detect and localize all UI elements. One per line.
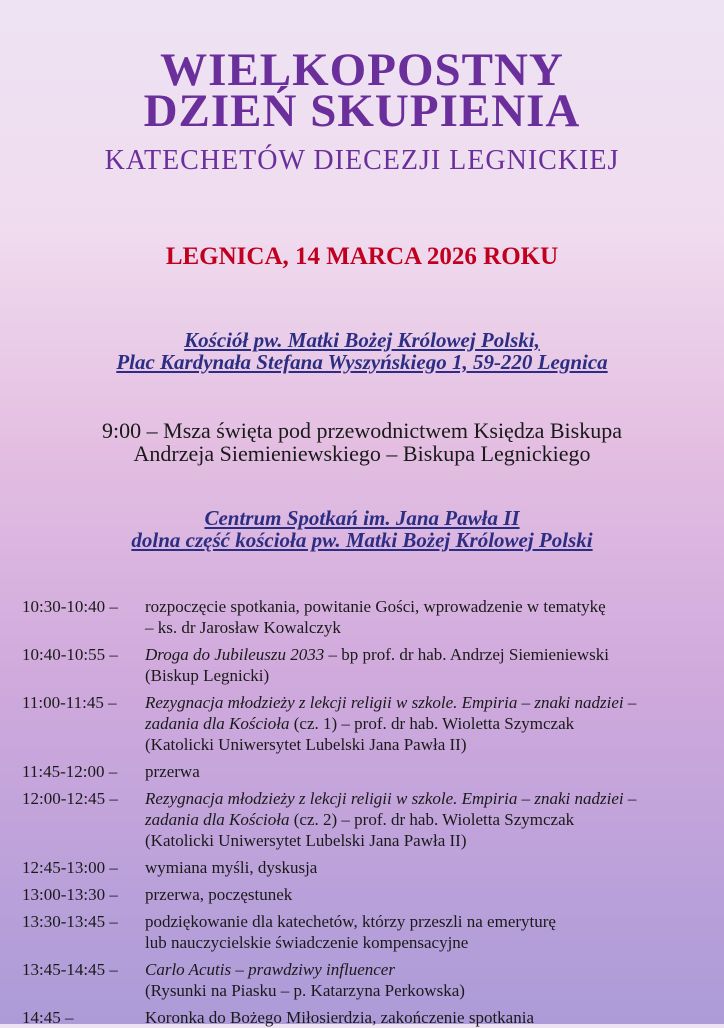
church-address — [0, 329, 724, 373]
schedule-time: 10:40-10:55 – — [22, 644, 118, 664]
church-address-line-1: Kościół pw. Matki Bożej Królowej Polski, — [184, 327, 540, 352]
schedule-description-line: lub nauczycielskie świadczenie kompensacyjne — [145, 932, 469, 952]
schedule-description-line: zadania dla Kościoła (cz. 1) – prof. dr hab. Wioletta Szymczak — [145, 713, 575, 733]
title-line-2: DZIEŃ SKUPIENIA — [143, 85, 581, 138]
mass-info — [0, 419, 724, 466]
title-line-1: WIELKOPOSTNY — [160, 44, 564, 96]
schedule-time: 11:45-12:00 – — [22, 761, 118, 781]
schedule-description — [145, 857, 706, 878]
schedule-description-line: Rezygnacja młodzieży z lekcji religii w szkole. Empiria – znaki nadziei – — [145, 788, 637, 808]
venue-info — [0, 507, 724, 551]
schedule-description-line: przerwa — [145, 761, 200, 781]
mass-info-line-1: 9:00 – Msza święta pod przewodnictwem Księdza Biskupa — [102, 417, 622, 443]
schedule-description-line: wymiana myśli, dyskusja — [145, 857, 318, 877]
schedule-description — [145, 761, 706, 782]
schedule-description-line: (Biskup Legnicki) — [145, 665, 270, 685]
schedule-row — [22, 1007, 706, 1028]
schedule — [0, 596, 724, 1028]
schedule-time: 13:45-14:45 – — [22, 959, 118, 979]
schedule-row — [22, 911, 706, 953]
schedule-description-line: Droga do Jubileuszu 2033 – bp prof. dr hab. Andrzej Siemieniewski — [145, 644, 609, 664]
schedule-description-line: przerwa, poczęstunek — [145, 884, 293, 904]
schedule-time: 11:00-11:45 – — [22, 692, 117, 712]
venue-line-1: Centrum Spotkań im. Jana Pawła II — [204, 506, 520, 531]
schedule-row — [22, 788, 706, 851]
schedule-description — [145, 884, 706, 905]
schedule-row — [22, 644, 706, 686]
schedule-description — [145, 692, 706, 755]
subtitle: KATECHETÓW DIECEZJI LEGNICKIEJ — [104, 144, 620, 176]
mass-info-line-2: Andrzeja Siemieniewskiego – Biskupa Legnickiego — [133, 441, 591, 467]
schedule-description-line: podziękowanie dla katechetów, którzy przeszli na emeryturę — [145, 911, 556, 931]
schedule-description-line: (Rysunki na Piasku – p. Katarzyna Perkowska) — [145, 980, 465, 1000]
schedule-description — [145, 788, 706, 851]
schedule-description-line: (Katolicki Uniwersytet Lubelski Jana Pawła II) — [145, 734, 467, 754]
schedule-time: 14:45 – — [22, 1007, 74, 1027]
church-address-line-2: Plac Kardynała Stefana Wyszyńskiego 1, 59-220 Legnica — [116, 349, 608, 374]
schedule-description — [145, 596, 706, 638]
schedule-row — [22, 596, 706, 638]
schedule-row — [22, 761, 706, 782]
schedule-row — [22, 692, 706, 755]
event-date: LEGNICA, 14 MARCA 2026 ROKU — [165, 242, 559, 270]
schedule-description-line: Carlo Acutis – prawdziwy influencer — [145, 959, 395, 979]
schedule-time: 12:45-13:00 – — [22, 857, 118, 877]
schedule-description-line: Rezygnacja młodzieży z lekcji religii w szkole. Empiria – znaki nadziei – — [145, 692, 637, 712]
schedule-description-line: rozpoczęcie spotkania, powitanie Gości, wprowadzenie w tematykę — [145, 596, 606, 616]
schedule-time: 13:30-13:45 – — [22, 911, 118, 931]
schedule-description-line: Koronka do Bożego Miłosierdzia, zakończenie spotkania — [145, 1007, 534, 1027]
schedule-description — [145, 911, 706, 953]
schedule-time: 12:00-12:45 – — [22, 788, 118, 808]
schedule-row — [22, 884, 706, 905]
schedule-description — [145, 644, 706, 686]
schedule-row — [22, 857, 706, 878]
venue-line-2: dolna część kościoła pw. Matki Bożej Królowej Polski — [131, 528, 593, 553]
schedule-description — [145, 1007, 706, 1028]
schedule-description-line: zadania dla Kościoła (cz. 2) – prof. dr hab. Wioletta Szymczak — [145, 809, 575, 829]
schedule-description-line: – ks. dr Jarosław Kowalczyk — [145, 617, 341, 637]
page-title — [0, 44, 724, 177]
schedule-description — [145, 959, 706, 1001]
schedule-time: 13:00-13:30 – — [22, 884, 118, 904]
schedule-row — [22, 959, 706, 1001]
schedule-time: 10:30-10:40 – — [22, 596, 118, 616]
schedule-description-line: (Katolicki Uniwersytet Lubelski Jana Pawła II) — [145, 830, 467, 850]
